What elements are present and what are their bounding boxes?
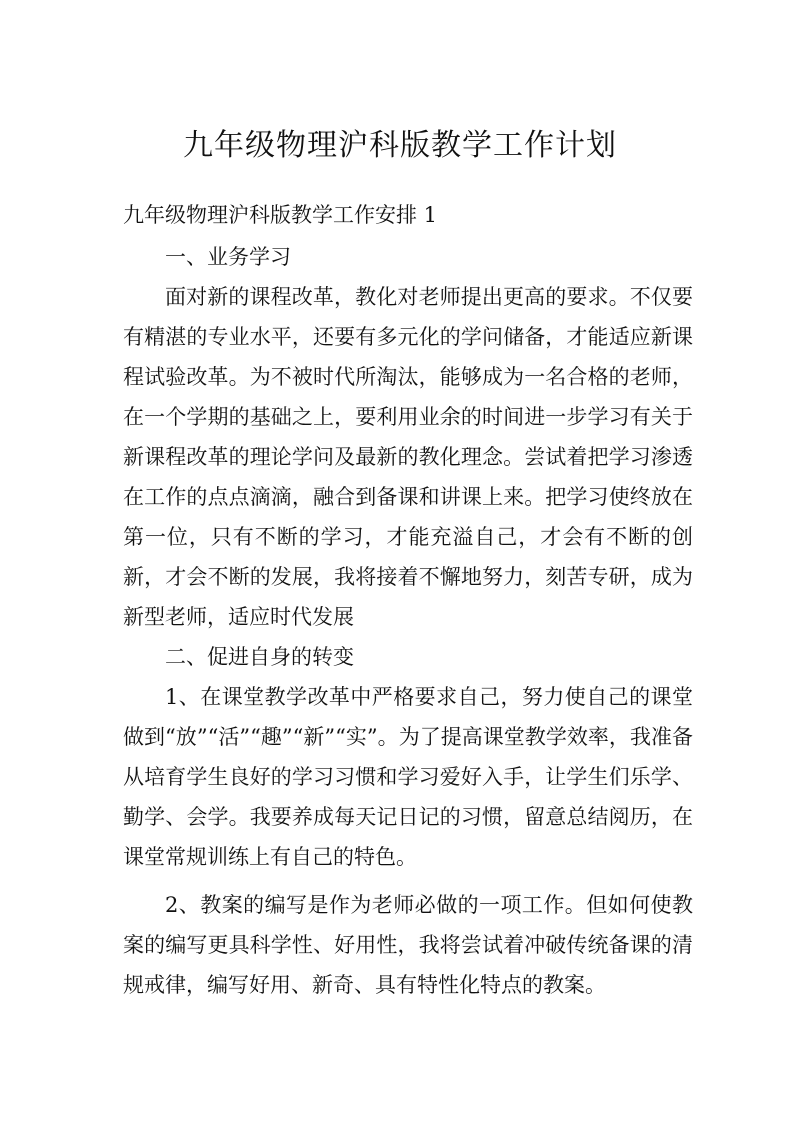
document-subtitle: 九年级物理沪科版教学工作安排 1 (123, 203, 438, 227)
document-title: 九年级物理沪科版教学工作计划 (183, 128, 617, 163)
section-heading-2: 二、促进自身的转变 (165, 645, 354, 669)
document-body (123, 237, 693, 1005)
section-2-paragraph-1: 1、在课堂教学改革中严格要求自己，努力使自己的课堂做到“放”“活”“趣”“新”“实”。为了提高课堂教学效率，我准备从培育学生良好的学习习惯和学习爱好入手，让学生们乐学、勤学、会学。我要养成每天记日记的习惯，留意总结阅历，在课堂常规训练上有自己的特色。 (123, 685, 693, 869)
section-2-paragraph-2: 2、教案的编写是作为老师必做的一项工作。但如何使教案的编写更具科学性、好用性，我将尝试着冲破传统备课的清规戒律，编写好用、新奇、具有特性化特点的教案。 (123, 893, 693, 997)
section-1-paragraph-1: 面对新的课程改革，教化对老师提出更高的要求。不仅要有精湛的专业水平，还要有多元化的学问储备，才能适应新课程试验改革。为不被时代所淘汰，能够成为一名合格的老师，在一个学期的基础之上，要利用业余的时间进一步学习有关于新课程改革的理论学问及最新的教化理念。尝试着把学习渗透在工作的点点滴滴，融合到备课和讲课上来。把学习使终放在第一位，只有不断的学习，才能充溢自己，才会有不断的创新，才会不断的发展，我将接着不懈地努力，刻苦专研，成为新型老师，适应时代发展 (123, 285, 693, 629)
section-heading-1: 一、业务学习 (165, 245, 291, 269)
